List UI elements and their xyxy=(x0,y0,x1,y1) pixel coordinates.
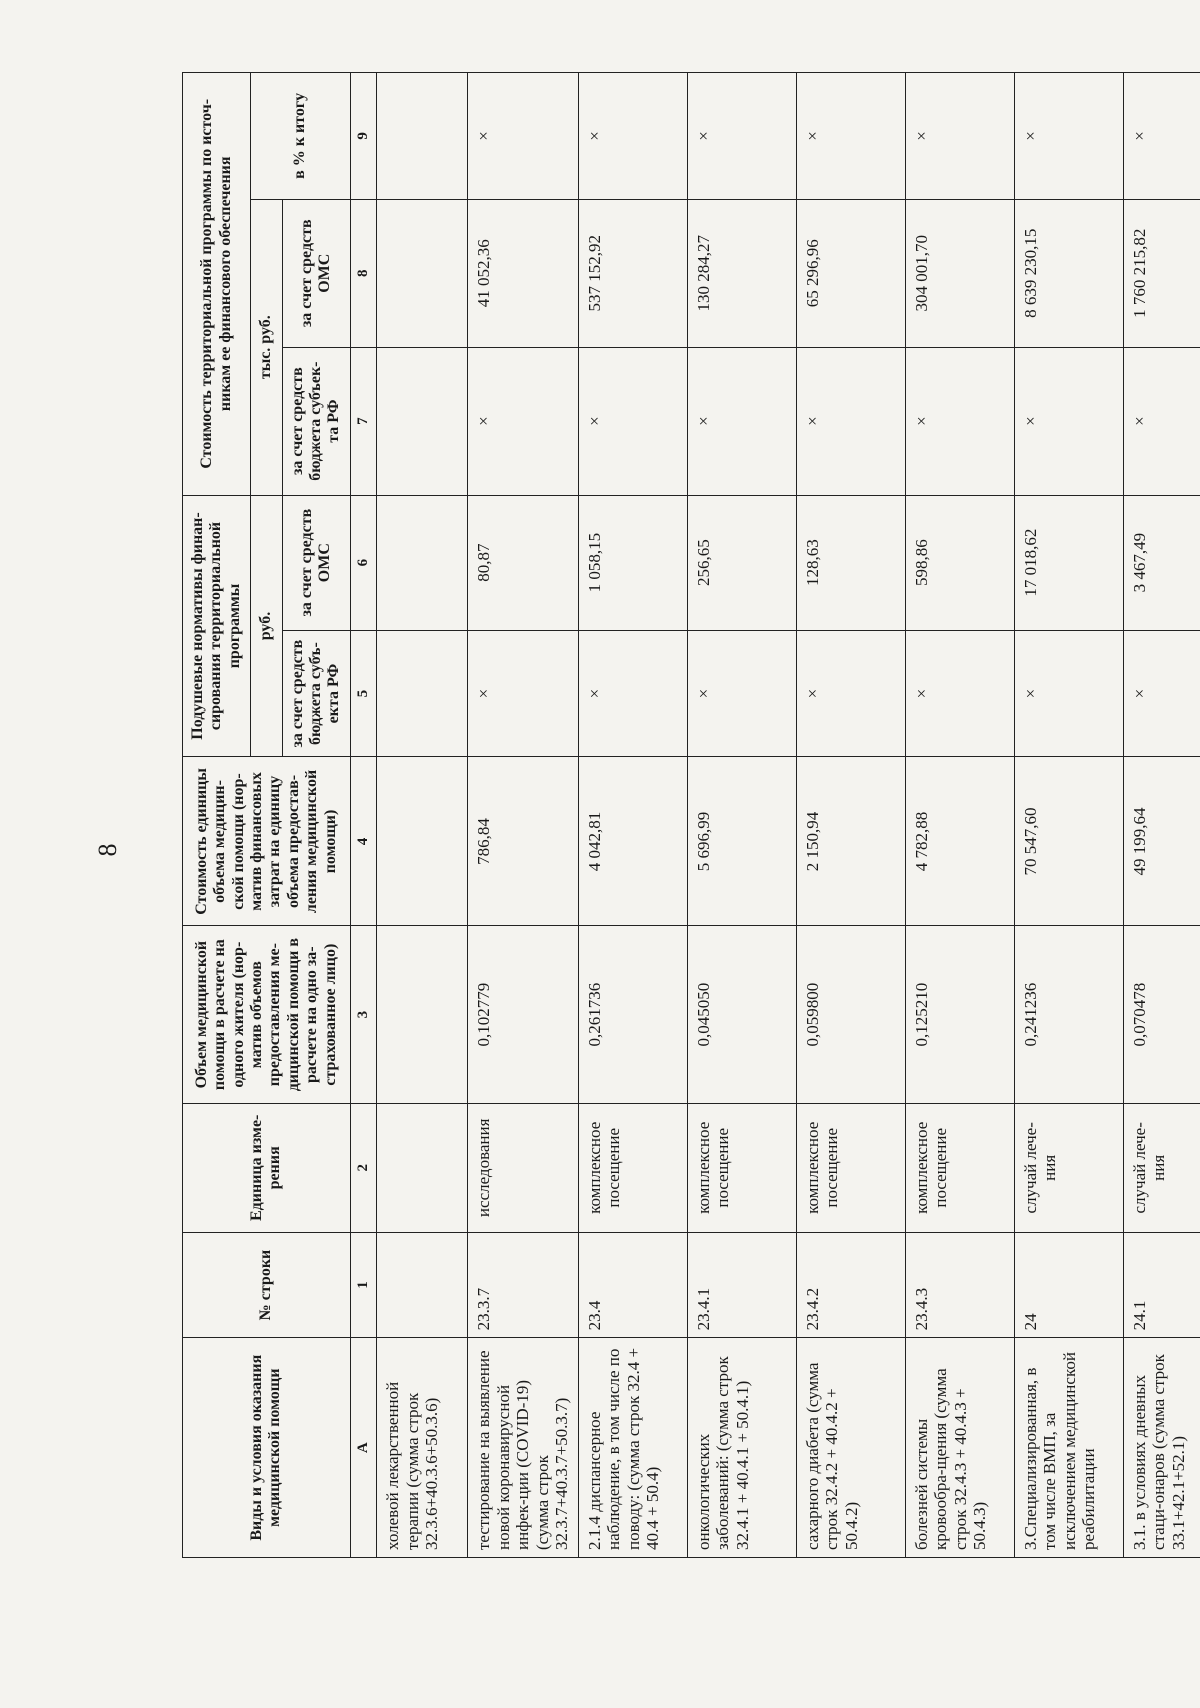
cell-line-number: 24 xyxy=(1014,1232,1123,1338)
cell-volume: 0,261736 xyxy=(578,926,687,1103)
cell-norm-budget: × xyxy=(1014,630,1123,757)
cell-line-number xyxy=(376,1232,467,1338)
cell-volume xyxy=(376,926,467,1103)
cell-unit-cost: 2 150,94 xyxy=(796,757,905,926)
cell-kind: холевой лекарственной терапии (сумма строк 32.3.6+40.3.6+50.3.6) xyxy=(376,1338,467,1558)
header-line-number: № строки xyxy=(183,1232,351,1338)
cell-kind: онкологических заболеваний: (сумма строк 32.4.1 + 40.4.1 + 50.4.1) xyxy=(687,1338,796,1558)
cell-percent: × xyxy=(1014,73,1123,200)
cell-percent: × xyxy=(467,73,578,200)
cell-cost-budget: × xyxy=(796,347,905,495)
cell-unit-cost: 70 547,60 xyxy=(1014,757,1123,926)
cell-unit: комплексное посещение xyxy=(905,1103,1014,1232)
header-unit-cost: Стоимость единицы объема медицин-ской помощи (нор-матив финансовых затрат на единицу объема предостав-ления медицинской помощи) xyxy=(183,757,351,926)
cell-percent: × xyxy=(687,73,796,200)
cell-norm-oms: 128,63 xyxy=(796,495,905,630)
cell-norm-oms: 17 018,62 xyxy=(1014,495,1123,630)
cell-norm-oms xyxy=(376,495,467,630)
cell-line-number: 24.1 xyxy=(1123,1232,1200,1338)
cell-percent: × xyxy=(905,73,1014,200)
header-cost-budget: за счет средств бюджета субъек-та РФ xyxy=(282,347,350,495)
cell-percent xyxy=(376,73,467,200)
header-kinds: Виды и условия оказания медицинской помощи xyxy=(183,1338,351,1558)
cell-unit: исследования xyxy=(467,1103,578,1232)
cell-kind: болезней системы кровообра-щения (сумма строк 32.4.3 + 40.4.3 + 50.4.3) xyxy=(905,1338,1014,1558)
cell-cost-oms: 1 760 215,82 xyxy=(1123,199,1200,347)
cell-percent: × xyxy=(796,73,905,200)
cell-unit-cost: 4 042,81 xyxy=(578,757,687,926)
cell-volume: 0,125210 xyxy=(905,926,1014,1103)
table-row xyxy=(687,73,796,1558)
cell-unit: комплексное посещение xyxy=(578,1103,687,1232)
header-norm-budget: за счет средств бюджета субъ-екта РФ xyxy=(282,630,350,757)
page-number: 8 xyxy=(93,843,122,857)
column-number: 7 xyxy=(350,347,376,495)
column-number: 3 xyxy=(350,926,376,1103)
cell-kind: тестирование на выявление новой коронавирусной инфек-ции (COVID-19) (сумма строк 32.3.7+40.3.7+50.3.7) xyxy=(467,1338,578,1558)
column-number: 2 xyxy=(350,1103,376,1232)
header-cost-oms: за счет средств ОМС xyxy=(282,199,350,347)
cell-cost-budget: × xyxy=(1123,347,1200,495)
header-norm-oms: за счет средств ОМС xyxy=(282,495,350,630)
table-row xyxy=(905,73,1014,1558)
cell-cost-budget: × xyxy=(1014,347,1123,495)
cell-cost-oms xyxy=(376,199,467,347)
table-row xyxy=(1123,73,1200,1558)
cell-norm-budget: × xyxy=(1123,630,1200,757)
cell-unit-cost xyxy=(376,757,467,926)
header-unit-rub: руб. xyxy=(251,495,282,757)
cell-norm-budget xyxy=(376,630,467,757)
cell-cost-budget: × xyxy=(687,347,796,495)
rotated-table-frame xyxy=(182,72,1200,1558)
cell-cost-oms: 8 639 230,15 xyxy=(1014,199,1123,347)
cell-kind: 2.1.4 диспансерное наблюдение, в том числе по поводу: (сумма строк 32.4 + 40.4 + 50.4) xyxy=(578,1338,687,1558)
table-row xyxy=(796,73,905,1558)
cell-norm-oms: 80,87 xyxy=(467,495,578,630)
rotated-table-wrapper xyxy=(182,72,1200,1558)
column-number: 5 xyxy=(350,630,376,757)
cell-kind: 3.1. в условиях дневных стаци-онаров (сумма строк 33.1+42.1+52.1) xyxy=(1123,1338,1200,1558)
header-group-norms: Подушевые нормативы финан-сирования территориальной программы xyxy=(183,495,251,757)
cell-norm-oms: 598,86 xyxy=(905,495,1014,630)
column-number-row xyxy=(350,73,376,1558)
cell-cost-oms: 41 052,36 xyxy=(467,199,578,347)
cell-percent: × xyxy=(1123,73,1200,200)
table-body xyxy=(376,73,1200,1558)
cell-kind: 3.Специализированная, в том числе ВМП, за исключением медицинской реабилитации xyxy=(1014,1338,1123,1558)
cell-volume: 0,045050 xyxy=(687,926,796,1103)
cell-line-number: 23.3.7 xyxy=(467,1232,578,1338)
cell-unit: комплексное посещение xyxy=(687,1103,796,1232)
cell-unit-cost: 5 696,99 xyxy=(687,757,796,926)
cell-unit xyxy=(376,1103,467,1232)
header-unit: Единица изме-рения xyxy=(183,1103,351,1232)
cell-norm-oms: 3 467,49 xyxy=(1123,495,1200,630)
column-number: 1 xyxy=(350,1232,376,1338)
cell-percent: × xyxy=(578,73,687,200)
cell-norm-budget: × xyxy=(905,630,1014,757)
cell-unit: случай лече-ния xyxy=(1014,1103,1123,1232)
cell-volume: 0,070478 xyxy=(1123,926,1200,1103)
cell-line-number: 23.4.2 xyxy=(796,1232,905,1338)
table-row xyxy=(467,73,578,1558)
column-number: 4 xyxy=(350,757,376,926)
cell-line-number: 23.4.1 xyxy=(687,1232,796,1338)
cell-unit-cost: 49 199,64 xyxy=(1123,757,1200,926)
cell-cost-budget: × xyxy=(905,347,1014,495)
cell-norm-budget: × xyxy=(467,630,578,757)
cell-norm-budget: × xyxy=(578,630,687,757)
cell-kind: сахарного диабета (сумма строк 32.4.2 + 40.4.2 + 50.4.2) xyxy=(796,1338,905,1558)
cell-unit: случай лече-ния xyxy=(1123,1103,1200,1232)
cell-norm-oms: 1 058,15 xyxy=(578,495,687,630)
table-row xyxy=(376,73,467,1558)
cell-volume: 0,102779 xyxy=(467,926,578,1103)
header-volume: Объем медицинской помощи в расчете на одного жителя (нор-матив объемов предоставления ме-дицинской помощи в расчете на одно за-страхованное лицо) xyxy=(183,926,351,1103)
cell-cost-oms: 304 001,70 xyxy=(905,199,1014,347)
cell-cost-oms: 65 296,96 xyxy=(796,199,905,347)
cell-cost-budget xyxy=(376,347,467,495)
table-row xyxy=(578,73,687,1558)
cell-cost-budget: × xyxy=(467,347,578,495)
cell-norm-oms: 256,65 xyxy=(687,495,796,630)
cell-cost-budget: × xyxy=(578,347,687,495)
cell-line-number: 23.4.3 xyxy=(905,1232,1014,1338)
cell-unit-cost: 786,84 xyxy=(467,757,578,926)
cell-norm-budget: × xyxy=(687,630,796,757)
column-number: 8 xyxy=(350,199,376,347)
cell-cost-oms: 537 152,92 xyxy=(578,199,687,347)
cell-volume: 0,241236 xyxy=(1014,926,1123,1103)
cell-cost-oms: 130 284,27 xyxy=(687,199,796,347)
column-number: 6 xyxy=(350,495,376,630)
cell-unit: комплексное посещение xyxy=(796,1103,905,1232)
financing-table xyxy=(182,72,1200,1558)
column-number: 9 xyxy=(350,73,376,200)
cell-unit-cost: 4 782,88 xyxy=(905,757,1014,926)
header-row-1 xyxy=(183,73,251,1558)
table-row xyxy=(1014,73,1123,1558)
header-group-cost: Стоимость территориальной программы по источ-никам ее финансового обеспечения xyxy=(183,73,251,496)
cell-volume: 0,059800 xyxy=(796,926,905,1103)
cell-norm-budget: × xyxy=(796,630,905,757)
header-unit-thous: тыс. руб. xyxy=(251,199,282,495)
column-number: А xyxy=(350,1338,376,1558)
cell-line-number: 23.4 xyxy=(578,1232,687,1338)
header-percent: в % к итогу xyxy=(251,73,351,200)
